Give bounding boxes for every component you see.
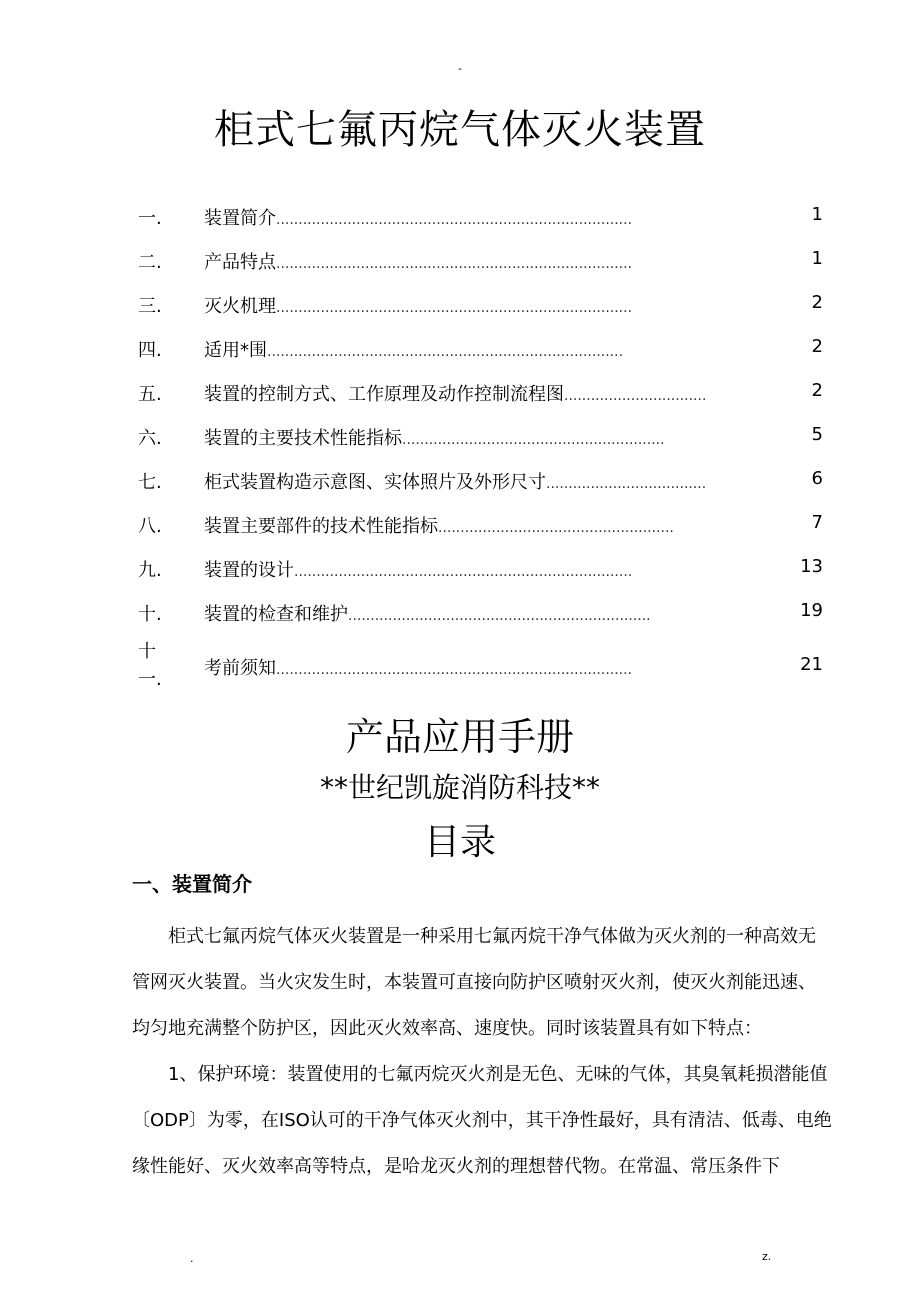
footer-left-mark: .: [190, 1252, 194, 1265]
toc-entry[interactable]: [0, 548, 920, 588]
toc-leader-dots: ............................................................................: [294, 564, 633, 580]
toc-entry-page: 2: [811, 336, 823, 357]
toc-entry-number: 十.: [138, 604, 162, 625]
document-title: 柜式七氟丙烷气体灭火装置: [214, 107, 706, 153]
toc-entry[interactable]: [0, 284, 920, 324]
toc-entry-number: 二.: [138, 252, 162, 273]
toc-entry-number: 八.: [138, 516, 162, 537]
toc-entry-page: 2: [811, 292, 823, 313]
toc-entry-title: 灭火机理................................................................................: [204, 296, 633, 317]
toc-leader-dots: ................................................................................: [267, 344, 624, 360]
toc-leader-dots: .....................................................: [438, 520, 674, 536]
toc-entry-number: 七.: [138, 472, 162, 493]
footer-right-mark: z.: [762, 1250, 772, 1263]
toc-entry[interactable]: [0, 504, 920, 544]
toc-leader-dots: ....................................................................: [348, 608, 651, 624]
toc-entry-page: 2: [811, 380, 823, 401]
toc-entry-title: 装置的设计............................................................................: [204, 560, 633, 581]
toc-leader-dots: ...........................................................: [402, 432, 665, 448]
toc-entry[interactable]: [0, 372, 920, 412]
toc-entry-page: 21: [800, 654, 823, 675]
toc-entry-title: 装置简介................................................................................: [204, 208, 633, 229]
toc-leader-dots: ................................................................................: [276, 300, 633, 316]
toc-entry[interactable]: [0, 416, 920, 456]
toc-entry-title: 考前须知................................................................................: [204, 658, 633, 679]
toc-leader-dots: ................................................................................: [276, 256, 633, 272]
toc-entry-page: 13: [800, 556, 823, 577]
body-paragraph: 柜式七氟丙烷气体灭火装置是一种采用七氟丙烷干净气体做为灭火剂的一种高效无管网灭火装置。当火灾发生时，本装置可直接向防护区喷射灭火剂，使灭火剂能迅速、均匀地充满整个防护区，因此灭火效率高、速度快。同时该装置具有如下特点：: [132, 926, 816, 1039]
toc-entry-page: 6: [811, 468, 823, 489]
toc-entry-page: 7: [811, 512, 823, 533]
toc-entry-page: 5: [811, 424, 823, 445]
company-name: **世纪凯旋消防科技**: [319, 771, 600, 804]
toc-entry[interactable]: [0, 460, 920, 500]
toc-entry[interactable]: [0, 328, 920, 368]
toc-entry-page: 19: [800, 600, 823, 621]
toc-entry-title: 装置的检查和维护....................................................................: [204, 604, 651, 625]
toc-entry-title: 装置主要部件的技术性能指标.....................................................: [204, 516, 674, 537]
toc-leader-dots: ................................................................................: [276, 212, 633, 228]
toc-leader-dots: ....................................: [546, 476, 707, 492]
body-paragraph: 1、保护环境：装置使用的七氟丙烷灭火剂是无色、无味的气体，其臭氧耗损潜能值〔ODP〕为零，在ISO认可的干净气体灭火剂中，其干净性最好，具有清洁、低毒、电绝缘性能好、灭火效率高等特点，是哈龙灭火剂的理想替代物。在常温、常压条件下: [132, 1064, 832, 1177]
toc-entry-title: 柜式装置构造示意图、实体照片及外形尺寸....................................: [204, 472, 707, 493]
toc-entry-number: 四.: [138, 340, 162, 361]
toc-entry-number: 三.: [138, 296, 162, 317]
toc-leader-dots: ................................: [564, 388, 707, 404]
toc-entry[interactable]: [0, 196, 920, 236]
toc-entry[interactable]: [0, 592, 920, 632]
toc-entry-page: 1: [811, 204, 823, 225]
toc-entry-number: 六.: [138, 428, 162, 449]
toc-entry[interactable]: [0, 641, 920, 690]
toc-entry-number: 一.: [138, 208, 162, 229]
toc-entry-number: 九.: [138, 560, 162, 581]
toc-entry-page: 1: [811, 248, 823, 269]
toc-entry-title: 装置的控制方式、工作原理及动作控制流程图................................: [204, 384, 707, 405]
header-mark: -: [458, 62, 462, 75]
toc-leader-dots: ................................................................................: [276, 662, 633, 678]
toc-entry-number: 五.: [138, 384, 162, 405]
toc-entry-title: 适用*围................................................................................: [204, 340, 624, 361]
toc-entry-title: 装置的主要技术性能指标...........................................................: [204, 428, 665, 449]
toc-entry[interactable]: [0, 240, 920, 280]
manual-title: 产品应用手册: [345, 715, 574, 759]
toc-entry-number: 十 一.: [138, 641, 162, 690]
section-heading: 一、装置简介: [132, 872, 252, 896]
contents-title: 目录: [423, 822, 496, 863]
toc-entry-title: 产品特点................................................................................: [204, 252, 633, 273]
